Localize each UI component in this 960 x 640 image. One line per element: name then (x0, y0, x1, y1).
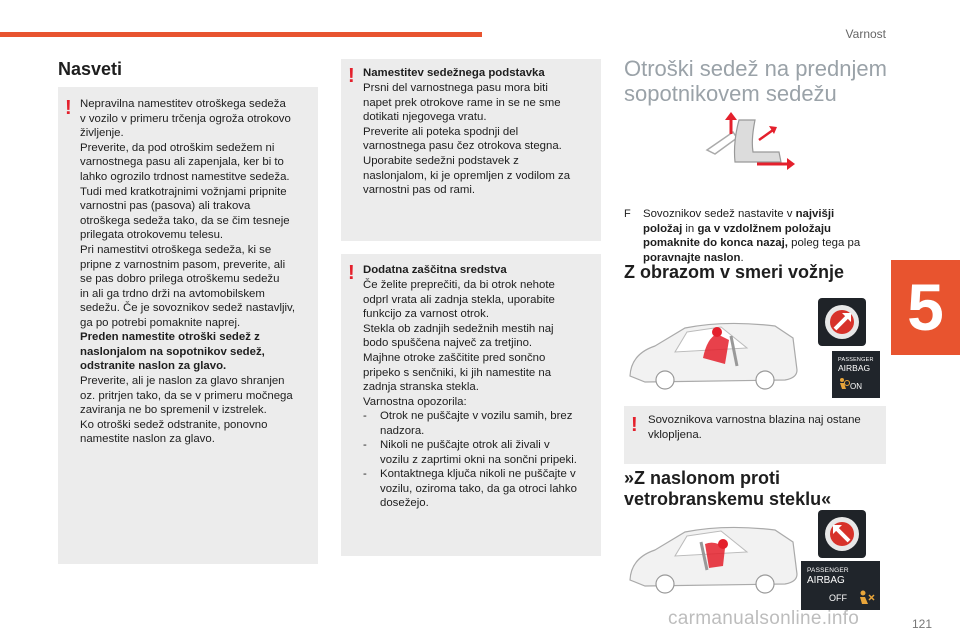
badge-state: ON (850, 382, 862, 391)
booster-title: Namestitev sedežnega podstavka (363, 67, 545, 79)
rear-facing-heading: »Z naslonom proti vetrobranskemu steklu« (624, 468, 832, 509)
bullet-dash: - (363, 410, 367, 422)
car-child-seat-forward-illustration (625, 318, 800, 390)
step-text-bold: ga v vzdolžnem položaju pomaknite do konca nazaj, (643, 222, 831, 250)
airbag-person-icon (838, 377, 850, 391)
step-text-part: Sovoznikov sedež nastavite v (643, 208, 796, 220)
step-text-part: . (740, 251, 744, 264)
tips-text-2: Preverite, ali je naslon za glavo shranjen oz. pritrjen tako, da se v primeru močnega zaviranja ne bo spremenil v izstrelek. Ko otroški sedež odstranite, ponovno namestite naslon za glavo. (80, 375, 293, 446)
booster-panel (341, 59, 601, 241)
warning-icon: ! (631, 414, 638, 436)
bullet-dash: - (363, 439, 367, 451)
page-number: 121 (912, 617, 933, 631)
chapter-number: 5 (907, 270, 944, 344)
bullet-item: Kontaktnega ključa nikoli ne puščajte v vozilu, oziroma tako, da ga otroci lahko dosežejo. (380, 468, 577, 510)
nasveti-heading: Nasveti (58, 59, 123, 79)
seat-adjust-text (643, 207, 885, 265)
airbag-switch-knob-icon (818, 510, 866, 558)
step-text-part: in (682, 222, 698, 235)
top-accent-bar (0, 32, 482, 37)
extra-protection-panel (341, 254, 601, 556)
tips-text: Nepravilna namestitev otroškega sedeža v vozilo v primeru trčenja ogroža otrokovo življenje. Preverite, da pod otroškim sedežem ni varnostnega pasu ali zapenjala, ker bi to lahko ogrozilo trdnost namestitve sedeža. Tudi med kratkotrajnimi vožnjami pripnite varnostni pas (pasova) ali trakova otroškega sedeža tako, da se čim tesneje prilegata otrokovemu telesu. Pri namestitvi otroškega sedeža, ki se pripne z varnostnim pasom, preverite, ali se pas dobro prilega otroškemu sedežu in ali ga trdno drži na avtomobilskem sedežu. Če je sovoznikov sedež nastavljiv, ga po potrebi pomaknite naprej. (80, 98, 296, 329)
bullet-item: Otrok ne puščajte v vozilu samih, brez nadzora. (380, 410, 573, 437)
airbag-warning-text: Sovoznikova varnostna blazina naj ostane vklopljena. (648, 414, 861, 441)
step-text-bold: najvišji položaj (643, 208, 835, 235)
airbag-on-badge (832, 351, 880, 398)
booster-text: Prsni del varnostnega pasu mora biti napet prek otrokove rame in se ne sme dotikati njegovega vratu. Preverite ali poteka spodnji del varnostnega pasu čez otrokova stegna. Uporabite sedežni podstavek z naslonjalom, ki je opremljen z vodilom za varnostni pas od rami. (363, 82, 571, 197)
badge-line1: PASSENGER (838, 357, 874, 363)
extra-protection-title: Dodatna zaščitna sredstva (363, 264, 507, 276)
section-name: Varnost (845, 27, 886, 41)
bullet-item: Nikoli ne puščajte otrok ali živali v vozilu z zaprtimi okni na sončni pripeki. (380, 439, 577, 466)
warning-icon: ! (65, 97, 72, 119)
chapter-tab[interactable] (891, 260, 960, 355)
airbag-warning-panel (624, 406, 886, 464)
front-seat-title: Otroški sedež na prednjem sopotnikovem sedežu (624, 56, 887, 106)
tips-bold-text: Preden namestite otroški sedež z naslonjalom na sopotnikov sedež, odstranite naslon za glavo. (80, 331, 265, 373)
car-child-seat-rearward-illustration (625, 522, 800, 594)
airbag-off-icon (857, 589, 875, 607)
badge-line1: PASSENGER (807, 567, 849, 574)
step-marker-icon: F (624, 208, 631, 220)
airbag-switch-knob-icon (818, 298, 866, 346)
bullet-dash: - (363, 468, 367, 480)
badge-line2: AIRBAG (807, 575, 845, 586)
extra-protection-text: Če želite preprečiti, da bi otrok nehote odprl vrata ali zadnja stekla, uporabite funkcijo za varnost otrok. Stekla ob zadnjih sedežnih mestih naj bodo spuščena največ za tretjino. Majhne otroke zaščitite pred sončno pripeko s senčniki, ki jih namestite na zadnja stranska stekla. Varnostna opozorila: (363, 279, 555, 408)
watermark: carmanualsonline.info (668, 608, 860, 629)
airbag-off-badge (801, 561, 880, 610)
warning-icon: ! (348, 65, 355, 87)
step-text-bold: poravnajte naslon (643, 251, 741, 264)
tips-panel (58, 87, 318, 564)
badge-state: OFF (829, 593, 847, 603)
seat-adjust-illustration (695, 112, 805, 170)
warning-icon: ! (348, 262, 355, 284)
forward-facing-heading: Z obrazom v smeri vožnje (624, 262, 845, 282)
badge-line2: AIRBAG (838, 363, 871, 373)
step-text-part: poleg tega pa (791, 237, 861, 250)
